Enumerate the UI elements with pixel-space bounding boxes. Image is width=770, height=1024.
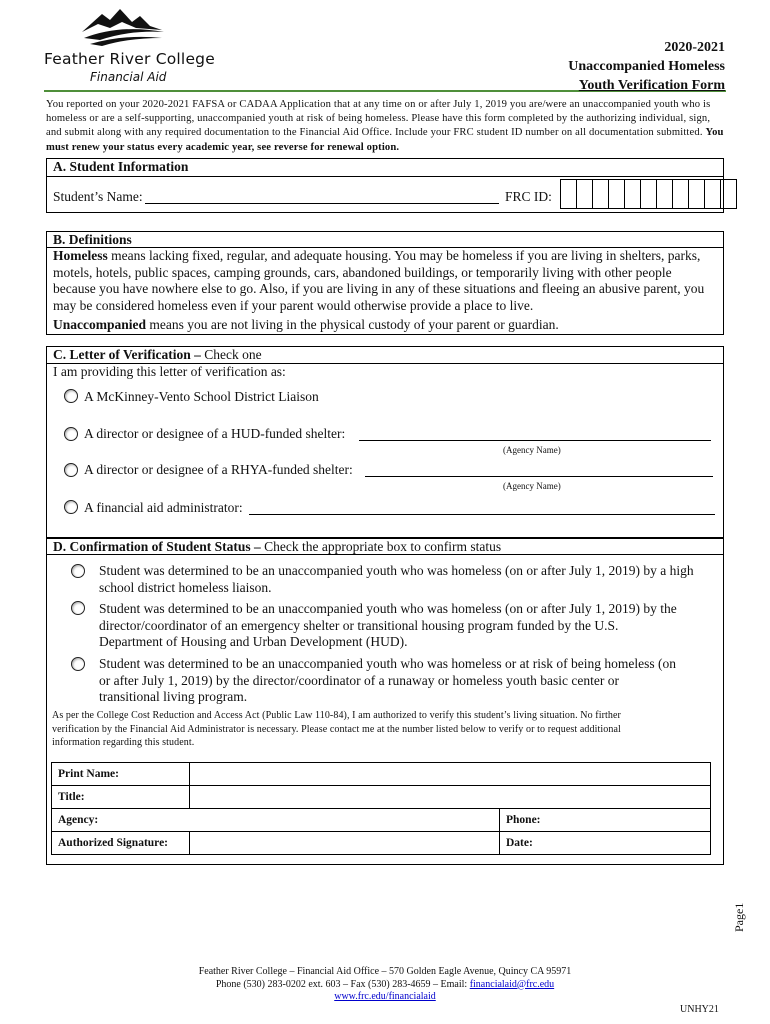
option-mckinney-vento-radio[interactable]: [64, 389, 78, 403]
option-hud-shelter-label: A director or designee of a HUD-funded shelter:: [84, 426, 346, 441]
footer-email-link[interactable]: financialaid@frc.edu: [469, 978, 555, 990]
title-field[interactable]: [190, 786, 711, 809]
section-d-title: [53, 539, 501, 555]
student-name-field[interactable]: [145, 203, 499, 204]
section-d-title-suffix: Check the appropriate box to confirm status: [260, 539, 502, 554]
option-financial-aid-admin-radio[interactable]: [64, 500, 78, 514]
page-number: Page1: [732, 902, 746, 932]
frc-id-field[interactable]: [561, 179, 737, 207]
college-name: Feather River College: [44, 50, 215, 68]
footer-address: Feather River College – Financial Aid Office – 570 Golden Eagle Avenue, Quincy CA 95971: [198, 966, 572, 977]
form-title-line2: Unaccompanied Homeless: [568, 59, 725, 74]
homeless-term: Homeless: [53, 248, 108, 263]
print-name-field[interactable]: [190, 763, 711, 786]
section-d-divider: [47, 554, 723, 555]
section-a-title: A. Student Information: [53, 159, 189, 174]
footer-phone-fax: Phone (530) 283-0202 ext. 603 – Fax (530) 283-4659 – Email:: [215, 978, 470, 990]
title-label: Title:: [52, 786, 190, 809]
section-c-title-text: C. Letter of Verification –: [53, 347, 201, 362]
table-row: [52, 763, 711, 786]
section-letter-of-verification: [46, 346, 724, 538]
rhya-agency-name-field[interactable]: [365, 476, 713, 477]
hud-agency-name-hint: (Agency Name): [503, 445, 561, 455]
option-rhya-shelter-label: A director or designee of a RHYA-funded shelter:: [84, 462, 353, 477]
section-b-title: B. Definitions: [53, 232, 132, 247]
status-option-liaison-radio[interactable]: [71, 564, 85, 578]
form-title: [568, 38, 725, 95]
table-row: [52, 809, 711, 832]
verification-intro: I am providing this letter of verification as:: [53, 364, 286, 379]
hud-agency-name-field[interactable]: [359, 440, 711, 441]
form-title-year: 2020-2021: [664, 40, 725, 55]
section-student-information: [46, 158, 724, 213]
status-option-liaison-label: Student was determined to be an unaccompanied youth who was homeless (on or after July 1, 2019) by a high school district homeless liaison.: [99, 563, 694, 595]
date-label[interactable]: Date:: [500, 832, 711, 855]
phone-label[interactable]: Phone:: [500, 809, 711, 832]
section-a-divider: [47, 176, 723, 177]
option-hud-shelter-radio[interactable]: [64, 427, 78, 441]
form-code: UNHY21: [680, 1004, 719, 1015]
unaccompanied-definition: [53, 317, 717, 333]
rhya-agency-name-hint: (Agency Name): [503, 481, 561, 491]
homeless-definition-text: means lacking fixed, regular, and adequate housing. You may be homeless if you are living in shelters, parks, motels, hotels, public spaces, camping grounds, cars, abandoned buildings, or temporarily living with other people because you have nowhere else to go. Also, if you are living in any of these situations and fleeing an abusive parent, you may be considered homeless even if your parent would otherwise provide a place to live.: [53, 248, 705, 313]
print-name-label: Print Name:: [52, 763, 190, 786]
table-row: [52, 832, 711, 855]
footer-website-link[interactable]: www.frc.edu/financialaid: [334, 991, 436, 1002]
intro-text: You reported on your 2020-2021 FAFSA or CADAA Application that at any time on or after July 1, 2019 you are/were an unaccompanied youth who is homeless or are a self-supporting, unaccompanied youth at risk of being homeless. Please have this form completed by the authorizing individual, sign, and submit along with any required documentation to the Financial Aid Office. Include your FRC student ID number on all documentation submitted.: [46, 99, 711, 139]
authorizer-info-table: [51, 762, 711, 855]
form-title-line3: Youth Verification Form: [578, 78, 725, 93]
status-option-hud-radio[interactable]: [71, 601, 85, 615]
intro-paragraph: [46, 98, 728, 155]
option-mckinney-vento-label: A McKinney-Vento School District Liaison: [84, 389, 319, 404]
status-option-rhya-label: Student was determined to be an unaccompanied youth who was homeless or at risk of being homeless (on or after July 1, 2019) by the director/coordinator of a runaway or homeless youth basic center or transitional living program.: [99, 656, 676, 704]
option-financial-aid-admin-label: A financial aid administrator:: [84, 500, 243, 515]
footer: [0, 966, 770, 1004]
section-definitions: [46, 231, 724, 335]
authorization-statement: As per the College Cost Reduction and Access Act (Public Law 110-84), I am authorized to verify this student’s living situation. No firther verification by the Financial Aid Administrator is necessary. Please contact me at the number listed below to verify or to request additional information regarding this student.: [52, 710, 621, 748]
table-row: [52, 786, 711, 809]
department-name: Financial Aid: [90, 70, 167, 84]
section-d-title-text: D. Confirmation of Student Status –: [53, 539, 261, 554]
status-option-rhya-radio[interactable]: [71, 657, 85, 671]
unaccompanied-definition-text: means you are not living in the physical custody of your parent or guardian.: [146, 317, 559, 332]
status-option-hud-label: Student was determined to be an unaccompanied youth who was homeless (on or after July 1, 2019) by the director/coordinator of an emergency shelter or transitional housing program funded by the U.S. Department of Housing and Urban Development (HUD).: [99, 601, 677, 649]
financial-aid-admin-field[interactable]: [249, 514, 715, 515]
section-c-title: [53, 347, 262, 363]
intro-renewal-note: You must renew your status every academic year, see reverse for renewal option.: [46, 127, 724, 153]
option-rhya-shelter-radio[interactable]: [64, 463, 78, 477]
student-name-label: Student’s Name:: [53, 189, 143, 204]
section-c-title-suffix: Check one: [200, 347, 262, 362]
footer-contact: [0, 979, 770, 992]
homeless-definition: [53, 248, 717, 314]
agency-label[interactable]: Agency:: [52, 809, 500, 832]
signature-field[interactable]: [190, 832, 500, 855]
unaccompanied-term: Unaccompanied: [53, 317, 147, 332]
signature-label: Authorized Signature:: [52, 832, 190, 855]
frc-id-label: FRC ID:: [505, 189, 552, 204]
